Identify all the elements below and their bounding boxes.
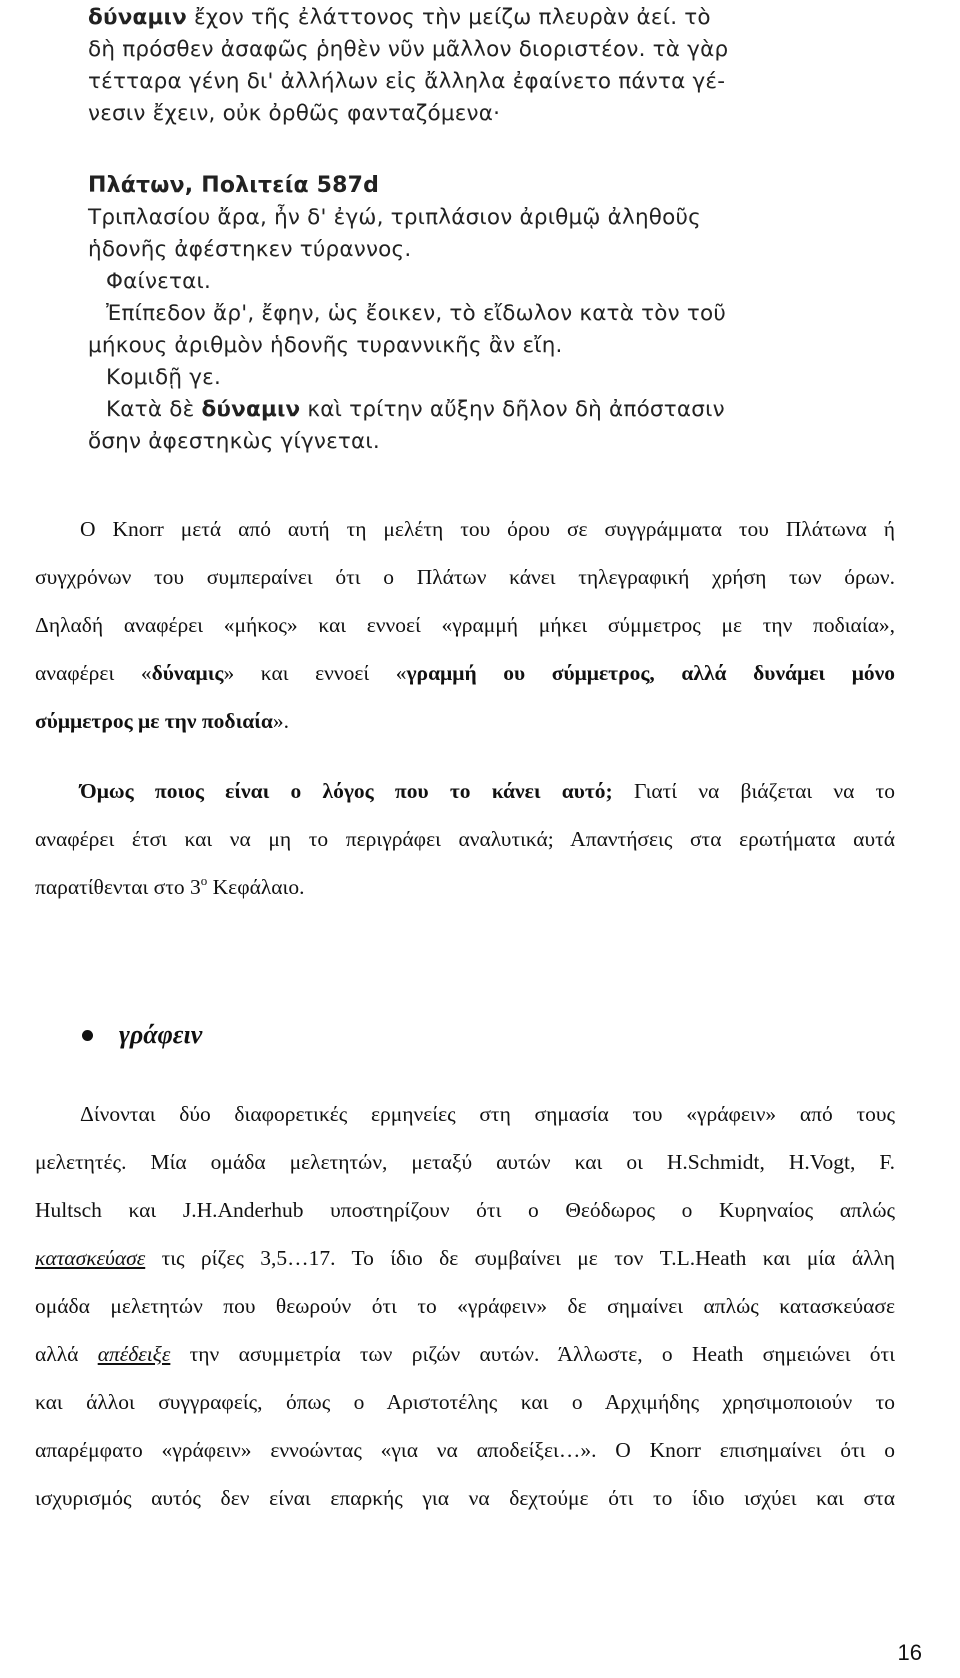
quote-top (88, 2, 808, 130)
superscript: ο (200, 873, 208, 888)
quote-line: Ἐπίπεδον ἄρ', ἔφην, ὡς ἔοικεν, τὸ εἴδωλον κατὰ τὸν τοῦ (106, 301, 726, 326)
text-line (35, 697, 895, 745)
bold-term: γραμμή ου σύμμετρος, αλλά δυνάμει μόνο (406, 661, 895, 685)
quote-text: ἔχον τῆς ἐλάττονος τὴν μείζω πλευρὰν ἀεί. τὸ (186, 5, 711, 30)
text-line (35, 1090, 895, 1138)
text-span: Ο Knorr μετά από αυτή τη μελέτη του όρου σε συγγράμματα του Πλάτωνα ή (80, 517, 895, 541)
text-line (35, 767, 895, 815)
text-span: παρατίθενται στο 3 (35, 875, 201, 899)
underlined-term: κατασκεύασε (35, 1246, 146, 1270)
text-span: αλλά (35, 1342, 98, 1366)
quote-line: ἡδονῆς ἀφέστηκεν τύραννος. (88, 237, 412, 262)
quote-text: καὶ τρίτην αὔξην δῆλον δὴ ἀπόστασιν (300, 397, 725, 422)
text-line (35, 649, 895, 697)
text-line: ομάδα μελετητών που θεωρούν ότι το «γράφειν» δε σημαίνει απλώς κατασκεύασε (35, 1294, 895, 1318)
quote-bold-term: δύναμιν (201, 397, 301, 422)
text-span: Γιατί να βιάζεται να το (612, 779, 895, 803)
text-span: αναφέρει « (35, 661, 152, 685)
text-span: Κεφάλαιο. (207, 875, 305, 899)
text-line: συγχρόνων του συμπεραίνει ότι ο Πλάτων κάνει τηλεγραφική χρήση των όρων. (35, 565, 895, 589)
quote-line (88, 394, 808, 426)
quote-line (88, 2, 808, 34)
text-line (35, 505, 895, 553)
quote-line: τέτταρα γένη δι' ἀλλήλων εἰς ἄλληλα ἐφαίνετο πάντα γέ- (88, 69, 726, 94)
bullet-heading (82, 1015, 202, 1055)
text-line: Hultsch και J.H.Anderhub υποστηρίζουν ότι ο Θεόδωρος ο Κυρηναίος απλώς (35, 1198, 895, 1222)
quote-line: μήκους ἀριθμὸν ἡδονῆς τυραννικῆς ἂν εἴη. (88, 333, 563, 358)
bullet-label: γράφειν (119, 1020, 203, 1049)
text-line: και άλλοι συγγραφείς, όπως ο Αριστοτέλης και ο Αρχιμήδης χρησιμοποιούν το (35, 1390, 895, 1414)
text-line: απαρέμφατο «γράφειν» εννοώντας «για να αποδείξει…». Ο Knorr επισημαίνει ότι ο (35, 1438, 895, 1462)
quote-line: Τριπλασίου ἄρα, ἦν δ' ἐγώ, τριπλάσιον ἀριθμῷ ἀληθοῦς (88, 205, 701, 230)
quote-line: Φαίνεται. (106, 269, 212, 294)
bold-question: Όμως ποιος είναι ο λόγος που το κάνει αυτό; (80, 779, 613, 803)
paragraph-question (35, 767, 895, 911)
paragraph-grafein (35, 1090, 895, 1522)
quote-republic (88, 170, 808, 458)
text-line (35, 1330, 895, 1378)
bold-term: δύναμις (151, 661, 224, 685)
quote-line: δὴ πρόσθεν ἀσαφῶς ῥηθὲν νῦν μᾶλλον διοριστέον. τὰ γὰρ (88, 37, 729, 62)
paragraph-knorr (35, 505, 895, 745)
text-line: ισχυρισμός αυτός δεν είναι επαρκής για να δεχτούμε ότι το ίδιο ισχύει και στα (35, 1486, 895, 1510)
text-line: Δηλαδή αναφέρει «μήκος» και εννοεί «γραμμή μήκει σύμμετρος με την ποδιαία», (35, 613, 895, 637)
quote-line: ὅσην ἀφεστηκὼς γίγνεται. (88, 429, 380, 454)
bullet-icon (82, 1030, 93, 1041)
text-span: την ασυμμετρία των ριζών αυτών. Άλλωστε, ο Heath σημειώνει ότι (170, 1342, 895, 1366)
quote-text: Κατὰ δὲ (106, 397, 202, 422)
underlined-term: απέδειξε (97, 1342, 171, 1366)
quote-line: Κομιδῇ γε. (106, 365, 222, 390)
bold-term: σύμμετρος με την ποδιαία (35, 709, 273, 733)
text-line: μελετητές. Μία ομάδα μελετητών, μεταξύ αυτών και οι H.Schmidt, H.Vogt, F. (35, 1150, 895, 1174)
quote-line: νεσιν ἔχειν, οὐκ ὀρθῶς φανταζόμενα· (88, 101, 501, 126)
text-span: τις ρίζες 3,5…17. Το ίδιο δε συμβαίνει με τον T.L.Heath και μία άλλη (145, 1246, 895, 1270)
text-span: Δίνονται δύο διαφορετικές ερμηνείες στη σημασία του «γράφειν» από τους (80, 1102, 895, 1126)
quote-heading: Πλάτων, Πολιτεία 587d (88, 173, 380, 198)
text-line (35, 863, 895, 911)
text-line: αναφέρει έτσι και να μη το περιγράφει αναλυτικά; Απαντήσεις στα ερωτήματα αυτά (35, 827, 895, 851)
text-span: » και εννοεί « (223, 661, 407, 685)
quote-bold-term: δύναμιν (88, 5, 187, 30)
text-line (35, 1234, 895, 1282)
text-span: ». (272, 709, 290, 733)
page-number: 16 (897, 1640, 922, 1665)
